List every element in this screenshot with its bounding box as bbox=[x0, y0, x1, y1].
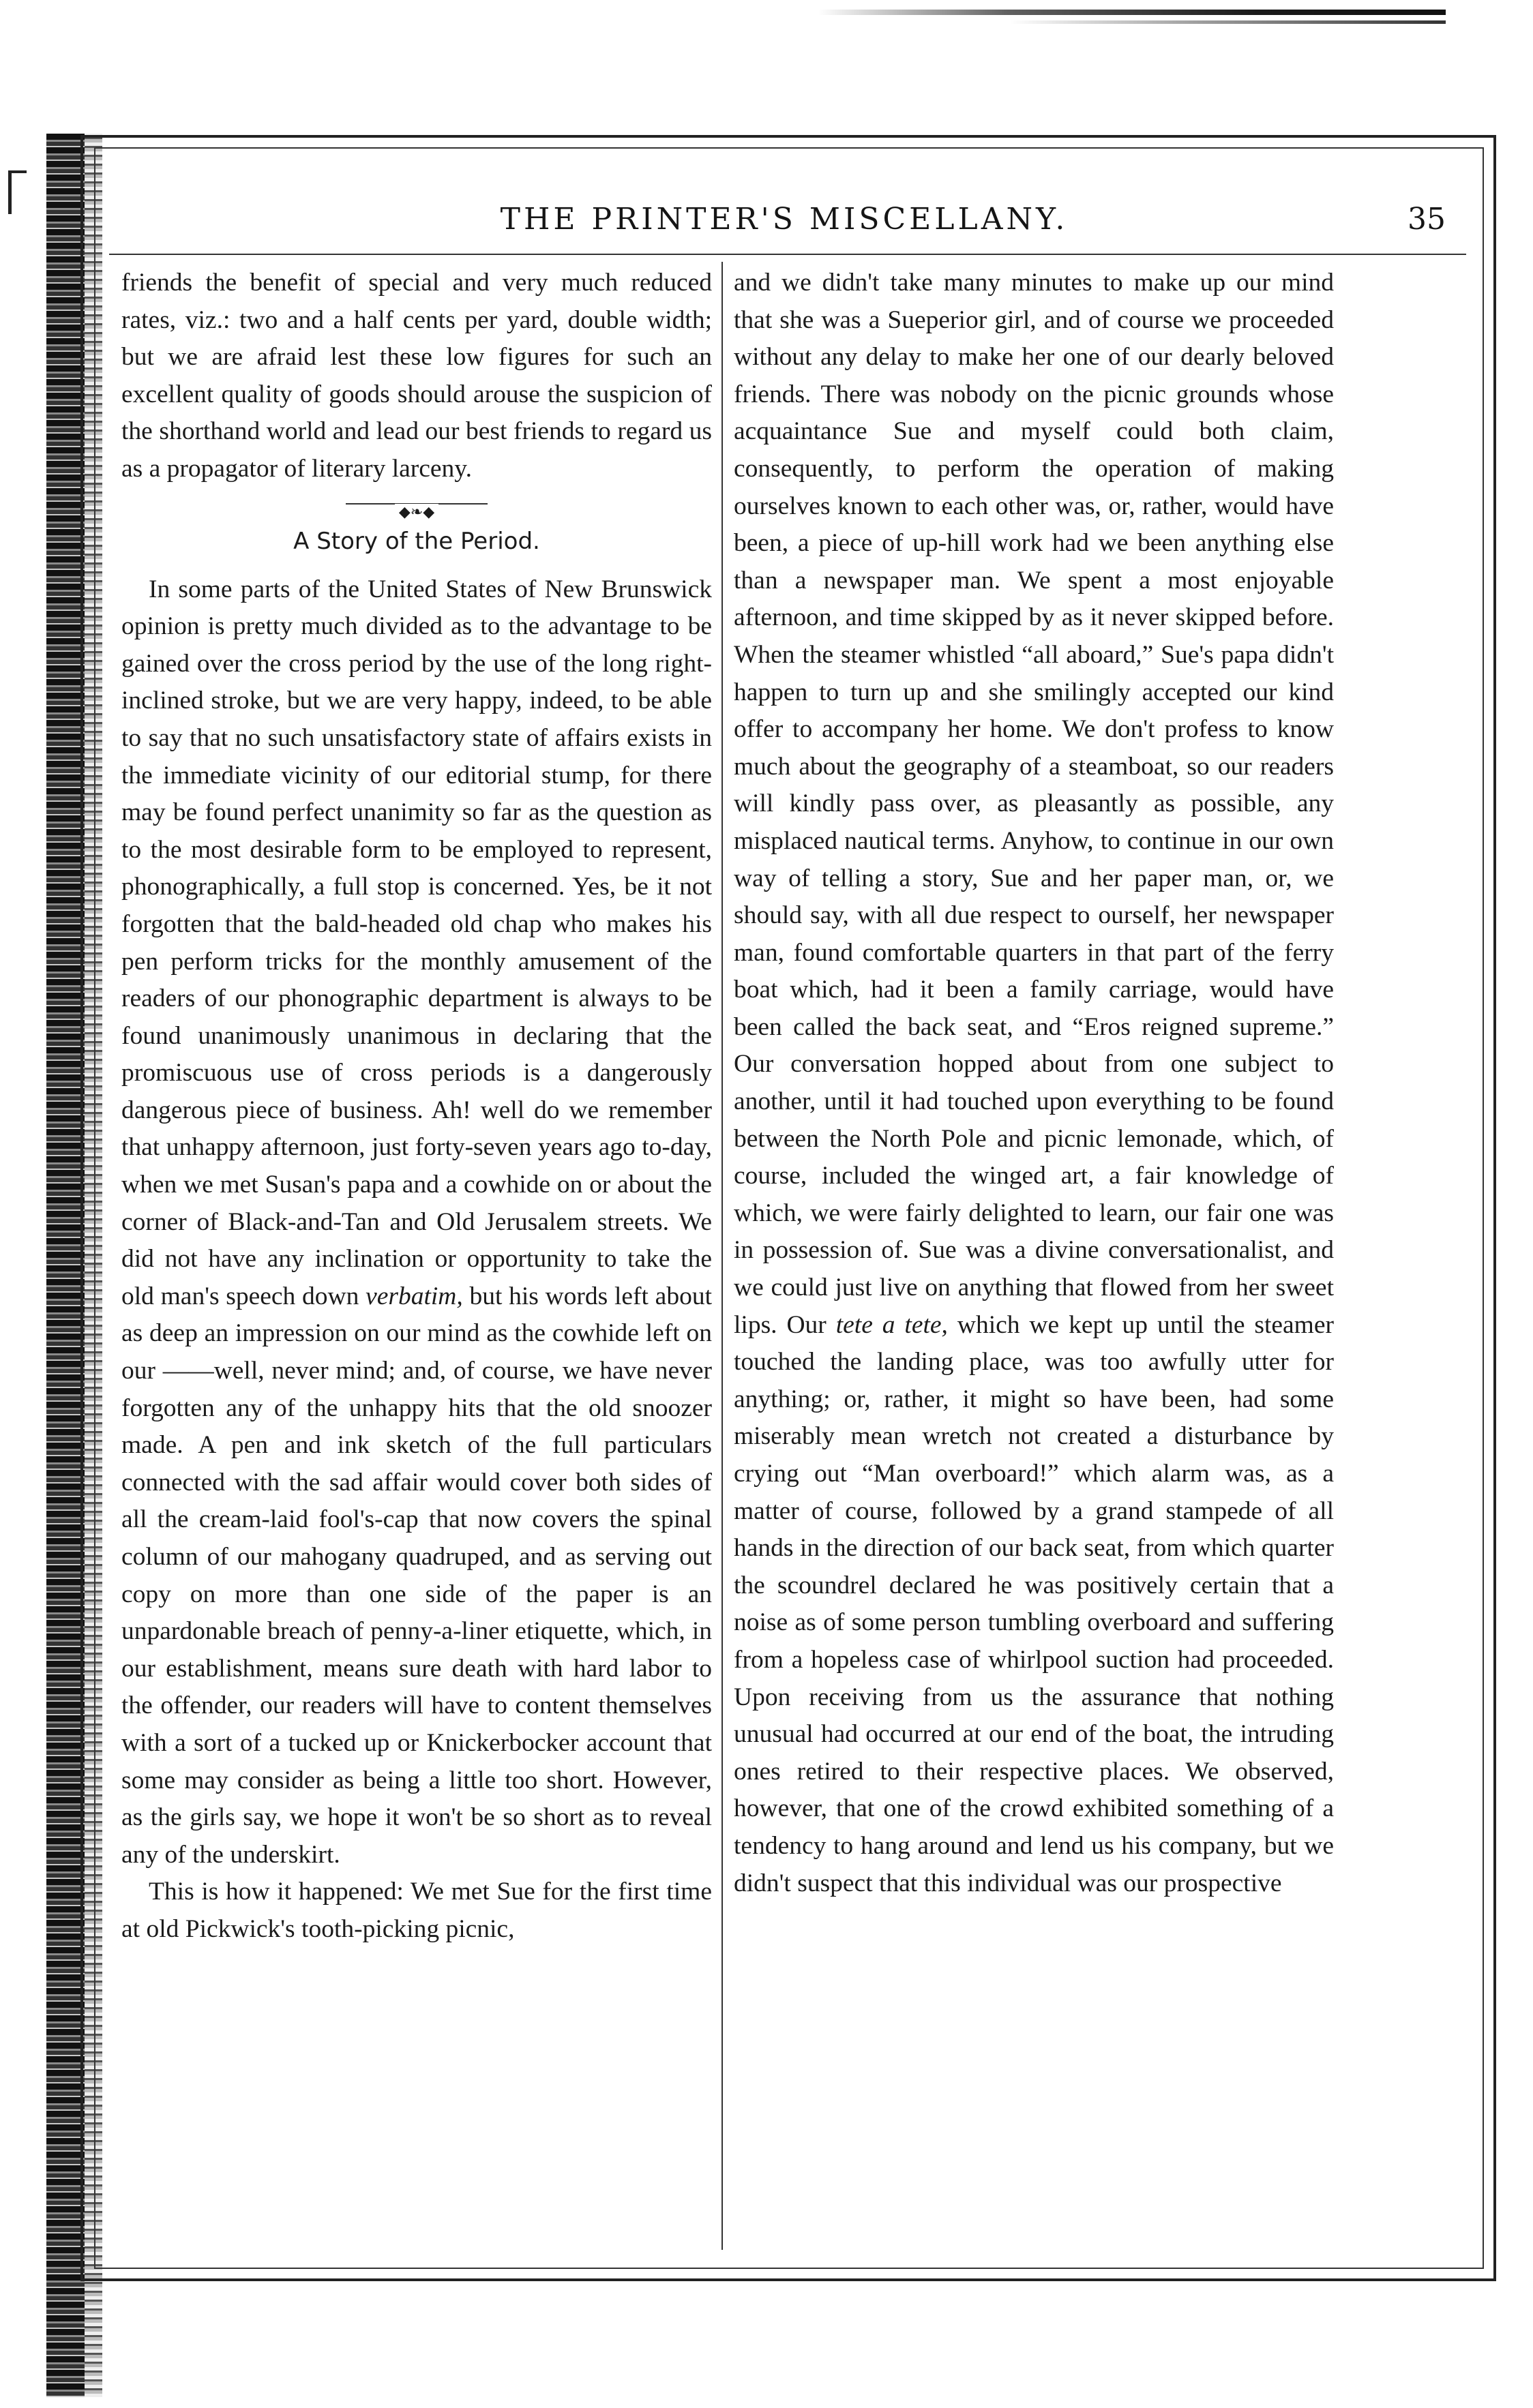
paragraph-text: and we didn't take many minutes to make up our mind that she was a Sueperior girl, and of course we proceeded without any delay to make her one of our dearly beloved friends. There was nobody on the picnic grounds whose acquaintance Sue and myself could both claim, consequently, to perform the operation of making ourselves known to each other was, or, rather, would have been, a piece of up-hill work had we been anything else than a newspaper man. We spent a most enjoyable afternoon, and time skipped by as it never skipped before. When the steamer whistled “all aboard,” Sue's papa didn't happen to turn up and she smilingly accepted our kind offer to accompany her home. We don't profess to know much about the geography of a steamboat, so our readers will kindly pass over, as pleasantly as possible, any misplaced nautical terms. Anyhow, to continue in our own way of telling a story, Sue and her paper man, or, we should say, with all due respect to ourself, her newspaper man, found comfortable quarters in that part of the ferry boat which, had it been a family carriage, would have been called the back seat, and “Eros reigned supreme.” Our conversation hopped about from one subject to another, until it had touched upon everything to be found between the North Pole and picnic lemonade, which, of course, included the winged art, a fair knowledge of which, we were fairly delighted to learn, our fair one was in possession of. Sue was a divine conversationalist, and we could just live on anything that flowed from her sweet lips. Our bbox=[734, 269, 1334, 1339]
story-heading: A Story of the Period. bbox=[293, 527, 540, 555]
italic-term: tete a tete, bbox=[835, 1310, 948, 1339]
paragraph-how-it-happened: This is how it happened: We met Sue for the first time at old Pickwick's tooth-picking picnic, bbox=[121, 1878, 712, 1943]
ornament-glyph: ◆❧◆ bbox=[395, 504, 438, 521]
italic-term: verbatim, bbox=[366, 1282, 463, 1310]
scanner-streak-top bbox=[818, 10, 1446, 15]
page-edge-mark bbox=[8, 170, 27, 214]
right-column bbox=[734, 265, 1334, 2250]
paragraph-text: In some parts of the United States of New Brunswick opinion is pretty much divided as to the advantage to be gained over the cross period by the use of the long right-inclined stroke, but we are very happy, indeed, to be able to say that no such unsatisfactory state of affairs exists in the immediate vicinity of our editorial stump, for there may be found perfect unanimity so far as the question as to the most desirable form to be employed to represent, phonographically, a full stop is concerned. Yes, be it not forgotten that the bald-headed old chap who makes his pen perform tricks for the monthly amusement of the readers of our phonographic department is always to be found unanimously unanimous in declaring that the promiscuous use of cross periods is a dangerously dangerous piece of business. Ah! well do we remember that unhappy afternoon, just forty-seven years ago to-day, when we met Susan's papa and a cowhide on or about the corner of Black-and-Tan and Old Jerusalem streets. We did not have any inclination or opportunity to take the old man's speech down bbox=[121, 575, 712, 1310]
paragraph-text-continued: which we kept up until the steamer touched the landing place, was too awfully utter for anything; or, rather, it might so have been, had some miserably mean wretch not created a disturbance by crying out “Man overboard!” which alarm was, as a matter of course, followed by a grand stampede of all hands in the direction of our back seat, from which quarter the scoundrel declared he was positively certain that a noise as of some person tumbling overboard and suffering from a hopeless case of whirlpool suction had proceeded. Upon receiving from us the assurance that nothing unusual had occurred at our end of the boat, the intruding ones retired to their respective places. We observed, however, that one of the crowd exhibited something of a tendency to hang around and lend us his company, but we didn't suspect that this individual was our prospective bbox=[734, 1310, 1334, 1897]
running-title: THE PRINTER'S MISCELLANY. bbox=[500, 202, 1069, 237]
left-column bbox=[121, 265, 712, 2250]
paragraph-continued: friends the benefit of special and very much reduced rates, viz.: two and a half cents per yard, double width; but we are afraid lest these low figures for such an excellent quality of goods should arouse the suspicion of the shorthand world and lead our best friends to regard us as a propagator of literary larceny. bbox=[121, 269, 712, 483]
header-rule bbox=[109, 254, 1466, 255]
section-ornament bbox=[121, 491, 712, 521]
paragraph-story-opening bbox=[121, 571, 712, 1874]
paragraph-text-continued: but his words left about as deep an impression on our mind as the cowhide left on our ——well, never mind; and, of course, we have never forgotten any of the unhappy hits that the old snoozer made. A pen and ink sketch of the full particulars connected with the sad affair would cover both sides of all the cream-laid fool's-cap that now covers the spinal column of our mahogany quadruped, and as serving out copy on more than one side of the paper is an unpardonable breach of penny-a-liner etiquette, which, in our establishment, means sure death with hard labor to the offender, our readers will have to content themselves with a sort of a tucked up or Knickerbocker account that some may consider as being a little too short. However, as the girls say, we hope it won't be so short as to reveal any of the underskirt. bbox=[121, 1282, 712, 1869]
scanner-streak-top-secondary bbox=[1009, 20, 1446, 24]
paragraph-continued-right bbox=[734, 265, 1334, 1902]
page-number: 35 bbox=[1408, 202, 1446, 237]
column-divider bbox=[721, 262, 723, 2250]
running-header bbox=[109, 199, 1466, 240]
